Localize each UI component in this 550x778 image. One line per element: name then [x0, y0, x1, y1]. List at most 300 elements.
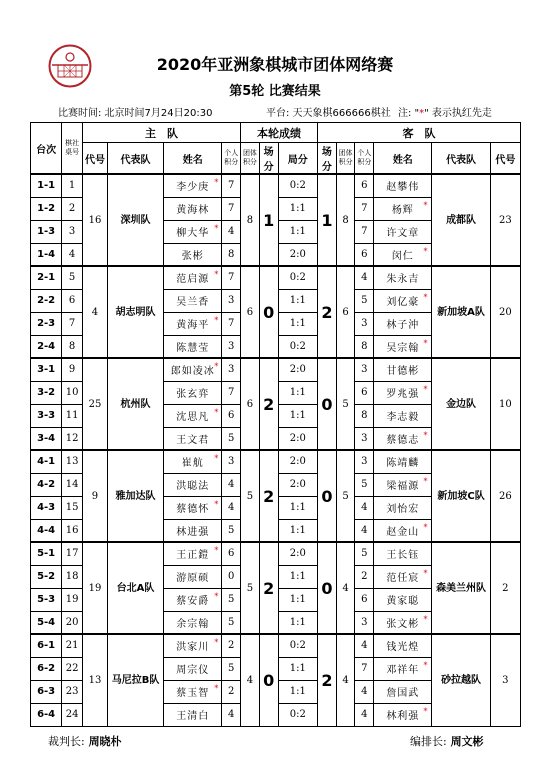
away-player — [374, 496, 432, 519]
away-player — [374, 404, 432, 427]
away-player-points: 7 — [355, 220, 374, 243]
player-name: 王长钰 — [386, 550, 420, 562]
away-player-points: 5 — [355, 289, 374, 312]
player-name: 钱光煌 — [386, 642, 420, 654]
home-player-points: 2 — [222, 680, 241, 703]
away-match-points: 0 — [318, 358, 337, 450]
player-name: 刘亿豪 — [386, 297, 420, 308]
game-score: 2:0 — [278, 450, 318, 473]
red-first-star: * — [214, 638, 220, 647]
referee-label: 裁判长: — [48, 735, 85, 748]
home-team-name: 台北A队 — [107, 542, 163, 634]
away-team-code: 20 — [490, 266, 520, 358]
header-home-team-points: 团体积分 — [241, 143, 260, 175]
home-player-points: 4 — [222, 703, 241, 726]
header-away-match-points: 场分 — [318, 143, 337, 175]
home-team-points: 4 — [241, 634, 260, 726]
player-name: 吴兰香 — [176, 297, 210, 308]
seat-number: 2 — [62, 197, 83, 220]
referee-signature — [48, 733, 122, 749]
header-away-team-points: 团体积分 — [336, 143, 355, 175]
home-player — [164, 519, 222, 542]
home-player-points: 6 — [222, 542, 241, 565]
seat-number: 4 — [62, 243, 83, 266]
board-number: 6-4 — [31, 703, 62, 726]
game-score: 1:1 — [278, 588, 318, 611]
game-score: 1:1 — [278, 657, 318, 680]
away-player-points: 3 — [355, 358, 374, 381]
header-home-name: 姓名 — [164, 143, 222, 175]
away-player — [374, 657, 432, 680]
away-player — [374, 243, 432, 266]
home-team-name: 雅加达队 — [107, 450, 163, 542]
home-player — [164, 335, 222, 358]
board-number: 3-3 — [31, 404, 62, 427]
table-row — [31, 174, 521, 197]
player-name: 周宗仪 — [176, 665, 210, 676]
board-number: 5-3 — [31, 588, 62, 611]
away-player — [374, 220, 432, 243]
away-player-points: 4 — [355, 266, 374, 289]
away-team-name: 新加坡C队 — [432, 450, 490, 542]
game-score: 0:2 — [278, 335, 318, 358]
away-player — [374, 588, 432, 611]
away-team-points: 5 — [336, 450, 355, 542]
player-name: 游原硕 — [176, 573, 210, 584]
game-score: 0:2 — [278, 703, 318, 726]
home-player-points: 5 — [222, 657, 241, 680]
home-player-points: 5 — [222, 427, 241, 450]
home-player-points: 5 — [222, 588, 241, 611]
header-result-group: 本轮成绩 — [241, 123, 318, 143]
board-number: 2-1 — [31, 266, 62, 289]
player-name: 崔航 — [181, 458, 204, 470]
game-score: 2:0 — [278, 542, 318, 565]
away-match-points: 0 — [318, 542, 337, 634]
player-name: 陈慧莹 — [176, 342, 210, 354]
away-team-points: 6 — [336, 266, 355, 358]
results-table — [30, 122, 521, 727]
player-name: 赵金山 — [386, 526, 420, 538]
away-player-points: 4 — [355, 680, 374, 703]
away-player-points: 3 — [355, 427, 374, 450]
page-title: 2020年亚洲象棋城市团体网络赛 — [156, 55, 394, 74]
away-team-name: 成都队 — [432, 174, 490, 266]
player-name: 张玄弈 — [176, 389, 210, 400]
player-name: 王文君 — [176, 434, 210, 446]
player-name: 蔡德志 — [386, 434, 420, 446]
board-number: 6-1 — [31, 634, 62, 657]
red-first-star: * — [214, 683, 220, 693]
home-player — [164, 565, 222, 588]
board-number: 5-1 — [31, 542, 62, 565]
platform-info: 平台: 天天象棋666666棋社 — [266, 108, 391, 119]
header-board: 台次 — [31, 123, 62, 175]
away-team-name: 金边队 — [432, 358, 490, 450]
player-name: 蔡德怀 — [176, 504, 210, 515]
red-first-star: * — [423, 614, 429, 624]
note-prefix: 注: " — [398, 108, 420, 119]
table-row — [31, 634, 521, 657]
seat-number: 9 — [62, 358, 83, 381]
away-team-name: 新加坡A队 — [432, 266, 490, 358]
board-number: 4-3 — [31, 496, 62, 519]
away-player-points: 6 — [355, 174, 374, 197]
home-player — [164, 450, 222, 473]
away-player — [374, 312, 432, 335]
away-player-points: 3 — [355, 450, 374, 473]
home-player — [164, 174, 222, 197]
home-team-points: 5 — [241, 450, 260, 542]
red-first-star: * — [214, 223, 220, 233]
away-team-points: 5 — [336, 358, 355, 450]
home-team-code: 4 — [83, 266, 108, 358]
home-team-points: 5 — [241, 542, 260, 634]
away-player — [374, 473, 432, 496]
home-match-points: 2 — [259, 358, 278, 450]
header-seat: 棋社 桌号 — [62, 123, 83, 175]
match-time: 比赛时间: 北京时间7月24日20:30 — [58, 108, 213, 119]
away-team-code: 3 — [490, 634, 520, 726]
away-player-points: 5 — [355, 473, 374, 496]
game-score: 1:1 — [278, 220, 318, 243]
seat-number: 16 — [62, 519, 83, 542]
star-note — [398, 104, 492, 119]
player-name: 林进强 — [176, 526, 210, 538]
home-player-points: 4 — [222, 496, 241, 519]
results-body — [31, 174, 521, 726]
home-player — [164, 657, 222, 680]
home-player — [164, 381, 222, 404]
home-player-points: 8 — [222, 243, 241, 266]
board-number: 3-4 — [31, 427, 62, 450]
note-suffix: " 表示执红先走 — [424, 108, 492, 119]
red-first-star: * — [423, 706, 429, 716]
home-player — [164, 404, 222, 427]
home-player — [164, 703, 222, 726]
away-team-points: 4 — [336, 634, 355, 726]
home-player — [164, 611, 222, 634]
header-home-player-points: 个人积分 — [222, 143, 241, 175]
seat-number: 21 — [62, 634, 83, 657]
home-player — [164, 220, 222, 243]
away-player-points: 7 — [355, 657, 374, 680]
red-first-star: * — [423, 568, 429, 578]
away-team-code: 10 — [490, 358, 520, 450]
away-player-points: 6 — [355, 588, 374, 611]
player-name: 王正鎧 — [176, 550, 210, 562]
away-team-code: 23 — [490, 174, 520, 266]
board-number: 4-1 — [31, 450, 62, 473]
home-player-points: 3 — [222, 450, 241, 473]
seat-number: 20 — [62, 611, 83, 634]
home-match-points: 1 — [259, 174, 278, 266]
table-row — [31, 358, 521, 381]
game-score: 1:1 — [278, 680, 318, 703]
arranger-signature — [410, 733, 484, 749]
away-player — [374, 519, 432, 542]
game-score: 2:0 — [278, 243, 318, 266]
home-player-points: 3 — [222, 289, 241, 312]
home-match-points: 0 — [259, 634, 278, 726]
board-number: 1-3 — [31, 220, 62, 243]
player-name: 余宗翰 — [176, 618, 210, 630]
away-player — [374, 703, 432, 726]
away-match-points: 2 — [318, 634, 337, 726]
red-first-star: * — [423, 476, 429, 486]
referee-name: 周晓朴 — [88, 735, 122, 748]
player-name: 林利强 — [386, 711, 420, 722]
seat-number: 5 — [62, 266, 83, 289]
seat-number: 17 — [62, 542, 83, 565]
board-number: 2-4 — [31, 335, 62, 358]
seat-number: 7 — [62, 312, 83, 335]
home-team-name: 深圳队 — [107, 174, 163, 266]
player-name: 黄海平 — [176, 320, 210, 331]
red-first-star: * — [423, 384, 429, 394]
red-first-star: * — [214, 362, 220, 371]
home-player — [164, 680, 222, 703]
away-player — [374, 289, 432, 312]
game-score: 1:1 — [278, 404, 318, 427]
away-team-code: 2 — [490, 542, 520, 634]
arranger-label: 编排长: — [410, 735, 447, 748]
board-number: 5-4 — [31, 611, 62, 634]
player-name: 洪家川 — [176, 642, 210, 654]
away-player-points: 6 — [355, 381, 374, 404]
player-name: 林子沖 — [386, 320, 420, 331]
home-player — [164, 197, 222, 220]
away-player — [374, 611, 432, 634]
player-name: 黄海林 — [176, 205, 210, 216]
header-home-code: 代号 — [83, 143, 108, 175]
home-player — [164, 312, 222, 335]
player-name: 洪聪法 — [176, 481, 210, 492]
board-number: 1-1 — [31, 174, 62, 197]
red-first-star: * — [423, 660, 429, 670]
home-player — [164, 588, 222, 611]
seat-number: 13 — [62, 450, 83, 473]
away-team-points: 8 — [336, 174, 355, 266]
seat-number: 22 — [62, 657, 83, 680]
game-score: 0:2 — [278, 634, 318, 657]
player-name: 范启源 — [176, 274, 210, 286]
away-player-points: 3 — [355, 611, 374, 634]
player-name: 张文彬 — [386, 618, 420, 630]
player-name: 许文章 — [386, 228, 420, 239]
player-name: 蔡玉智 — [176, 688, 210, 699]
player-name: 范任宸 — [386, 573, 420, 584]
player-name: 沈思凡 — [176, 412, 210, 423]
board-number: 4-4 — [31, 519, 62, 542]
header-away-player-points: 个人积分 — [355, 143, 374, 175]
home-team-points: 8 — [241, 174, 260, 266]
table-row — [31, 266, 521, 289]
home-player-points: 0 — [222, 565, 241, 588]
game-score: 1:1 — [278, 565, 318, 588]
board-number: 1-4 — [31, 243, 62, 266]
red-first-star: * — [423, 200, 429, 210]
game-score: 2:0 — [278, 473, 318, 496]
seat-number: 14 — [62, 473, 83, 496]
player-name: 蔡安爵 — [176, 596, 210, 607]
home-player-points: 2 — [222, 634, 241, 657]
away-player-points: 4 — [355, 519, 374, 542]
seat-number: 1 — [62, 174, 83, 197]
board-number: 6-3 — [31, 680, 62, 703]
seat-number: 24 — [62, 703, 83, 726]
away-player — [374, 542, 432, 565]
away-player — [374, 358, 432, 381]
player-name: 詹国武 — [386, 688, 420, 699]
board-number: 1-2 — [31, 197, 62, 220]
header-away-code: 代号 — [490, 143, 520, 175]
seat-number: 18 — [62, 565, 83, 588]
away-team-code: 26 — [490, 450, 520, 542]
home-player — [164, 243, 222, 266]
away-player-points: 2 — [355, 565, 374, 588]
game-score: 1:1 — [278, 289, 318, 312]
away-player-points: 4 — [355, 634, 374, 657]
seat-number: 15 — [62, 496, 83, 519]
seat-number: 23 — [62, 680, 83, 703]
player-name: 黄家聪 — [386, 596, 420, 607]
seat-number: 8 — [62, 335, 83, 358]
player-name: 吴宗翰 — [386, 342, 420, 354]
player-name: 梁福源 — [386, 481, 420, 492]
home-player-points: 4 — [222, 220, 241, 243]
away-player-points: 5 — [355, 542, 374, 565]
header-game-points: 局分 — [278, 143, 318, 175]
home-player-points: 3 — [222, 335, 241, 358]
away-match-points: 0 — [318, 450, 337, 542]
player-name: 柳大华 — [176, 228, 210, 239]
home-team-points: 6 — [241, 266, 260, 358]
seat-number: 12 — [62, 427, 83, 450]
board-number: 3-1 — [31, 358, 62, 381]
away-player-points: 8 — [355, 404, 374, 427]
header-away-name: 姓名 — [374, 143, 432, 175]
home-team-name: 马尼拉B队 — [107, 634, 163, 726]
player-name: 罗兆强 — [386, 389, 420, 400]
seat-number: 3 — [62, 220, 83, 243]
home-player-points: 5 — [222, 519, 241, 542]
away-match-points: 1 — [318, 174, 337, 266]
red-first-star: * — [214, 454, 220, 463]
home-match-points: 0 — [259, 266, 278, 358]
home-player-points: 7 — [222, 174, 241, 197]
away-player — [374, 266, 432, 289]
player-name: 王清白 — [176, 711, 210, 722]
away-player — [374, 450, 432, 473]
seat-number: 10 — [62, 381, 83, 404]
home-player — [164, 542, 222, 565]
home-team-points: 6 — [241, 358, 260, 450]
player-name: 邓祥年 — [386, 665, 420, 676]
player-name: 闵仁 — [391, 250, 414, 262]
home-team-code: 16 — [83, 174, 108, 266]
home-player — [164, 427, 222, 450]
away-player — [374, 680, 432, 703]
seat-number: 11 — [62, 404, 83, 427]
red-first-star: * — [214, 270, 220, 279]
home-player — [164, 266, 222, 289]
home-player-points: 3 — [222, 358, 241, 381]
away-player-points: 4 — [355, 496, 374, 519]
away-player-points: 8 — [355, 335, 374, 358]
home-match-points: 2 — [259, 542, 278, 634]
table-row — [31, 542, 521, 565]
red-first-star: * — [214, 591, 220, 601]
game-score: 0:2 — [278, 174, 318, 197]
home-team-code: 13 — [83, 634, 108, 726]
red-first-star: * — [423, 246, 429, 256]
home-team-name: 杭州队 — [107, 358, 163, 450]
seat-number: 6 — [62, 289, 83, 312]
away-team-name: 砂拉越队 — [432, 634, 490, 726]
game-score: 1:1 — [278, 312, 318, 335]
player-name: 陈靖麟 — [386, 458, 420, 470]
red-first-star: * — [214, 178, 220, 187]
away-player-points: 7 — [355, 197, 374, 220]
board-number: 3-2 — [31, 381, 62, 404]
red-first-star: * — [423, 338, 429, 348]
away-player — [374, 565, 432, 588]
red-first-star: * — [423, 292, 429, 302]
home-player — [164, 473, 222, 496]
board-number: 5-2 — [31, 565, 62, 588]
player-name: 甘德彬 — [386, 366, 420, 378]
away-player-points: 6 — [355, 243, 374, 266]
game-score: 1:1 — [278, 611, 318, 634]
game-score: 0:2 — [278, 266, 318, 289]
away-player — [374, 427, 432, 450]
player-name: 张彬 — [181, 250, 204, 262]
away-team-points: 4 — [336, 542, 355, 634]
red-first-star: * — [423, 430, 429, 440]
home-player — [164, 634, 222, 657]
round-subtitle: 第5轮 比赛结果 — [229, 84, 321, 99]
home-player-points: 7 — [222, 381, 241, 404]
home-player-points: 7 — [222, 197, 241, 220]
board-number: 2-3 — [31, 312, 62, 335]
away-player — [374, 197, 432, 220]
away-player — [374, 335, 432, 358]
home-player-points: 5 — [222, 611, 241, 634]
game-score: 1:1 — [278, 519, 318, 542]
board-number: 6-2 — [31, 657, 62, 680]
home-player-points: 4 — [222, 473, 241, 496]
away-match-points: 2 — [318, 266, 337, 358]
game-score: 2:0 — [278, 427, 318, 450]
home-match-points: 2 — [259, 450, 278, 542]
away-player — [374, 381, 432, 404]
home-player — [164, 496, 222, 519]
arranger-name: 周文彬 — [450, 735, 484, 748]
header-away-group: 客 队 — [318, 123, 521, 143]
red-first-star: * — [214, 407, 220, 417]
player-name: 赵攀伟 — [386, 182, 420, 194]
player-name: 李少庚 — [176, 182, 210, 194]
home-team-code: 9 — [83, 450, 108, 542]
table-row — [31, 450, 521, 473]
game-score: 2:0 — [278, 358, 318, 381]
game-score: 1:1 — [278, 381, 318, 404]
player-name: 李志毅 — [386, 412, 420, 423]
home-team-code: 19 — [83, 542, 108, 634]
home-player-points: 6 — [222, 404, 241, 427]
home-team-code: 25 — [83, 358, 108, 450]
